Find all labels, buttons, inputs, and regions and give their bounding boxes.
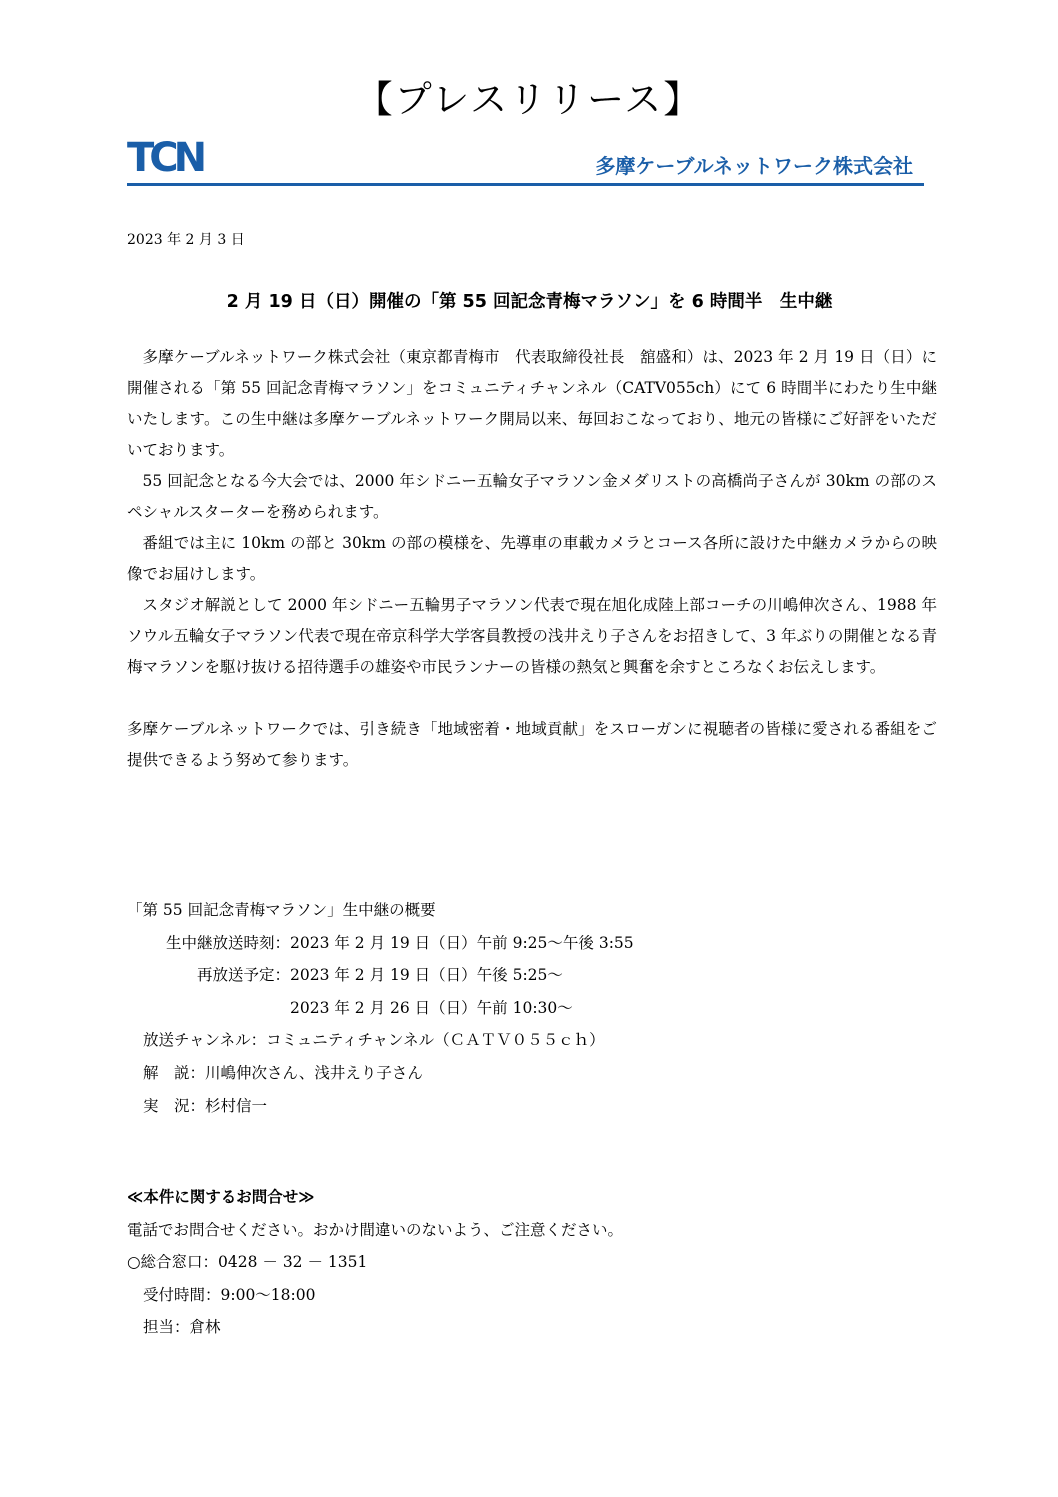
press-title: 【プレスリリース】 <box>355 78 703 121</box>
contact-phone: ○総合窓口：0428 － 32 － 1351 <box>127 1253 368 1272</box>
summary-row <box>127 927 937 960</box>
summary-row-label <box>127 992 290 1025</box>
release-date: 2023 年 2 月 3 日 <box>127 232 245 248</box>
closing-paragraph: 多摩ケーブルネットワークでは、引き続き「地域密着・地域貢献」をスローガンに視聴者の皆様に愛される番組をご提供できるよう努めて参ります。 <box>127 720 937 769</box>
summary-row-label: 生中継放送時刻： <box>165 933 290 952</box>
body-paragraph-3: 番組では主に 10km の部と 30km の部の模様を、先導車の車載カメラとコース各所に設けた中継カメラからの映像でお届けします。 <box>127 534 937 583</box>
paragraph-spacer <box>127 683 937 714</box>
summary-row-value: 2023 年 2 月 19 日（日）午前 9:25～午後 3:55 <box>290 933 634 952</box>
contact-title: ≪本件に関するお問合せ≫ <box>127 1188 315 1206</box>
tcn-logo: TCN <box>127 135 203 181</box>
summary-row <box>127 959 937 992</box>
summary-announcer: 実 況：杉村信一 <box>143 1096 268 1115</box>
broadcast-summary <box>127 894 937 1122</box>
contact-section <box>127 1181 937 1344</box>
contact-person: 担当：倉林 <box>143 1318 221 1337</box>
contact-note: 電話でお問合せください。おかけ間違いのないよう、ご注意ください。 <box>127 1220 624 1239</box>
body-paragraph-2: 55 回記念となる今大会では、2000 年シドニー五輪女子マラソン金メダリストの高橋尚子さんが 30km の部のスペシャルスターターを務められます。 <box>127 472 937 521</box>
summary-channel: 放送チャンネル：コミュニティチャンネル（ＣＡＴＶ０５５ｃｈ） <box>143 1031 605 1050</box>
summary-commentary: 解 説：川嶋伸次さん、浅井えり子さん <box>143 1063 423 1082</box>
summary-row-label: 再放送予定： <box>196 966 290 985</box>
summary-row <box>127 992 937 1025</box>
body-paragraph-4: スタジオ解説として 2000 年シドニー五輪男子マラソン代表で現在旭化成陸上部コーチの川嶋伸次さん、1988 年ソウル五輪女子マラソン代表で現在帝京科学大学客員教授の浅井えり子さんをお招きして、3 年ぶりの開催となる青梅マラソンを駆け抜ける招待選手の雄姿や市民ランナーの皆様の熱気と興奮を余すところなくお伝えします。 <box>127 596 937 676</box>
summary-title: 「第 55 回記念青梅マラソン」生中継の概要 <box>127 901 436 919</box>
summary-row-value: 2023 年 2 月 26 日（日）午前 10:30～ <box>290 998 573 1017</box>
company-name: 多摩ケーブルネットワーク株式会社 <box>595 154 913 178</box>
body-paragraph-1: 多摩ケーブルネットワーク株式会社（東京都青梅市 代表取締役社長 舘盛和）は、2023 年 2 月 19 日（日）に開催される「第 55 回記念青梅マラソン」をコミュニティチャンネル（CATV055ch）にて 6 時間半にわたり生中継いたします。この生中継は多摩ケーブルネットワーク開局以来、毎回おこなっており、地元の皆様にご好評をいただいております。 <box>127 348 937 459</box>
body-text <box>127 342 937 776</box>
headline: 2 月 19 日（日）開催の「第 55 回記念青梅マラソン」を 6 時間半 生中継 <box>226 292 833 312</box>
contact-hours: 受付時間：9:00～18:00 <box>143 1285 316 1304</box>
summary-row-value: 2023 年 2 月 19 日（日）午後 5:25～ <box>290 966 563 985</box>
header-divider <box>127 183 924 186</box>
